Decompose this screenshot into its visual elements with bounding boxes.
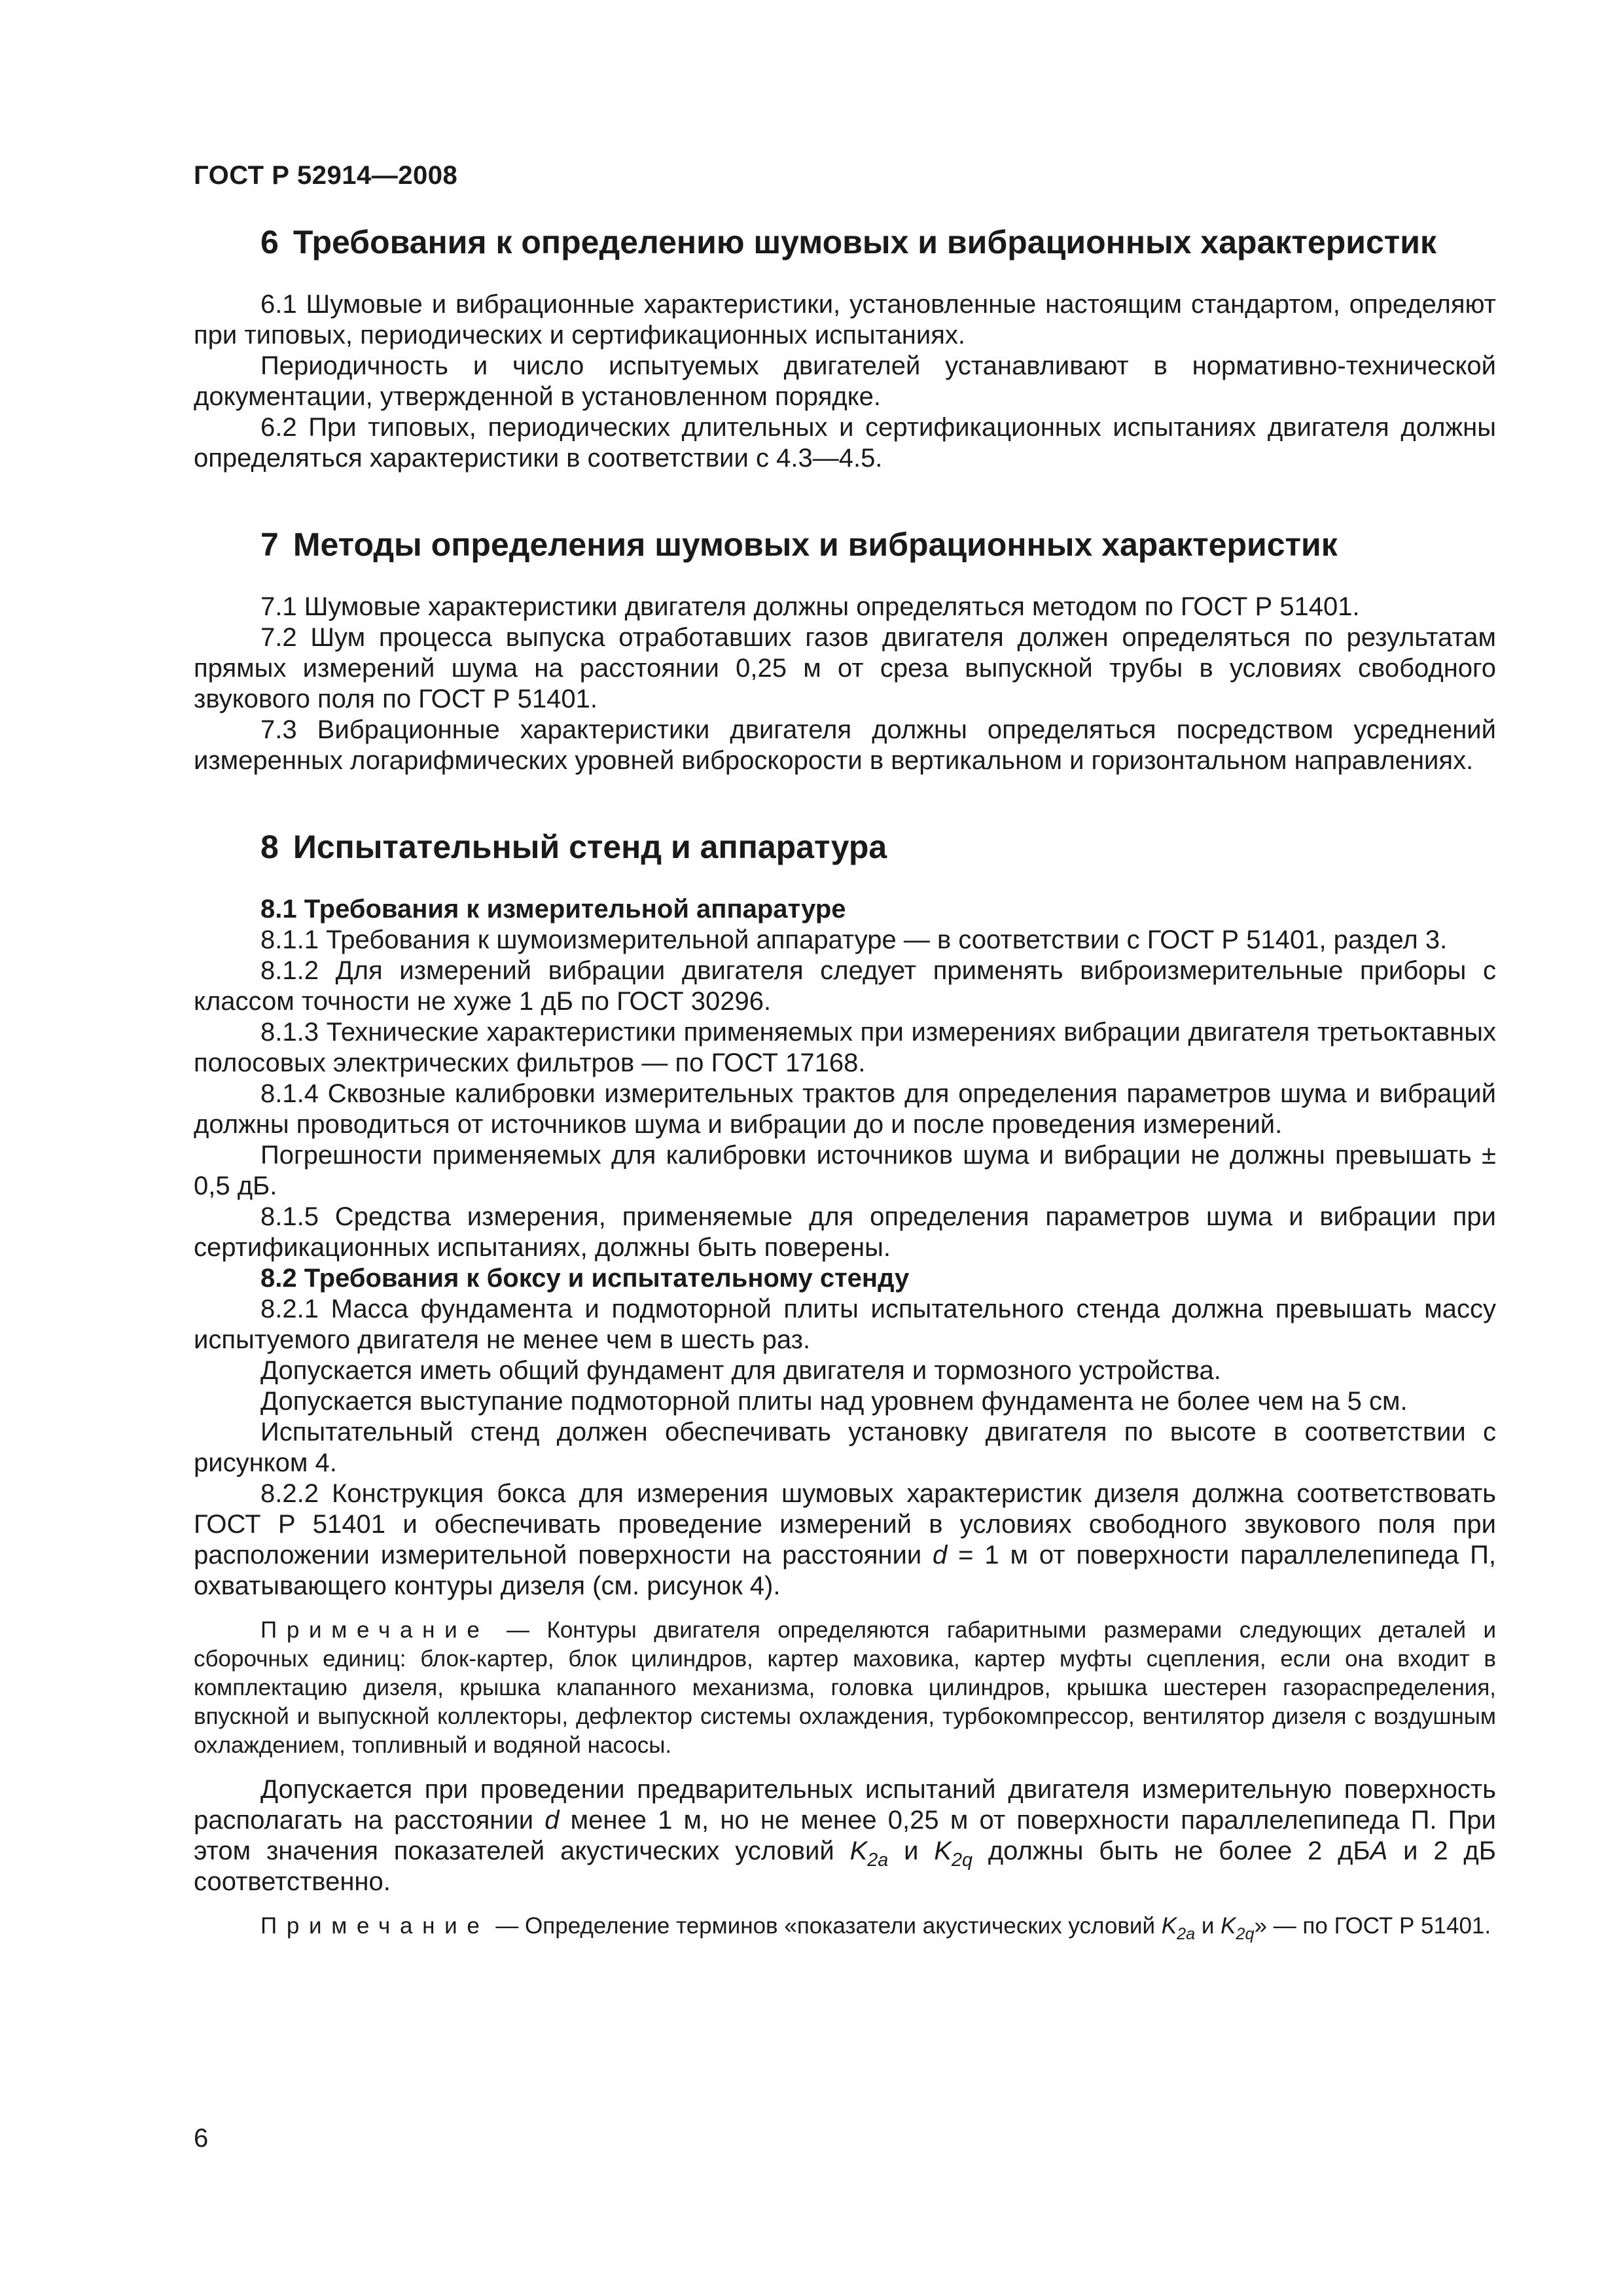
paragraph-8-1-4: 8.1.4 Сквозные калибровки измерительных трактов для определения параметров шума и вибраций должны проводиться от источников шума и вибрации до и после проведения измерений. xyxy=(194,1079,1496,1139)
symbol-k2q: $K_{2q}$ xyxy=(1221,1913,1255,1943)
paragraph-8-1-5: 8.1.5 Средства измерения, применяемые для определения параметров шума и вибрации при сертификационных испытаниях, должны быть поверены. xyxy=(194,1202,1496,1262)
paragraph-8-1-3: 8.1.3 Технические характеристики применяемых при измерениях вибрации двигателя третьоктавных полосовых электрических фильтров — по ГОСТ 17168. xyxy=(194,1018,1496,1077)
section-8-title: Испытательный стенд и аппаратура xyxy=(293,829,887,865)
section-7-heading xyxy=(194,525,1496,564)
section-6-heading xyxy=(194,223,1496,262)
paragraph-7-3: 7.3 Вибрационные характеристики двигателя должны определяться посредством усреднений измеренных логарифмических уровней виброскорости в вертикальном и горизонтальном направлениях. xyxy=(194,715,1496,775)
variable-d: d xyxy=(544,1806,560,1835)
page-content xyxy=(194,223,1496,1941)
paragraph-preliminary-tests: Допускается при проведении предварительных испытаний двигателя измерительную поверхность располагать на расстоянии d менее 1 м, но не менее 0,25 м от поверхности параллелепипеда П. При этом значения показателей акустических условий $K_{2a}$ и $K_{2q}$ должны быть не более 2 дБA и 2 дБ соответственно. xyxy=(194,1775,1496,1896)
subsection-8-2-heading: 8.2 Требования к боксу и испытательному стенду xyxy=(260,1264,910,1293)
section-7-title: Методы определения шумовых и вибрационных характеристик xyxy=(293,526,1338,563)
subsection-8-1-heading: 8.1 Требования к измерительной аппаратуре xyxy=(260,895,846,924)
paragraph-6-2: 6.2 При типовых, периодических длительных и сертификационных испытаниях двигателя должны определяться характеристики в соответствии с 4.3—4.5. xyxy=(194,413,1496,473)
note-engine-contours: Примечание — Контуры двигателя определяются габаритными размерами следующих деталей и сборочных единиц: блок-картер, блок цилиндров, картер маховика, картер муфты сцепления, если она входит в комплектацию дизеля, крышка клапанного механизма, головка цилиндров, крышка шестерен газораспределения, впускной и выпускной коллекторы, дефлектор системы охлаждения, турбокомпрессор, вентилятор дизеля с воздушным охлаждением, топливный и водяной насосы. xyxy=(194,1617,1496,1758)
symbol-k2a: $K_{2a}$ xyxy=(1161,1913,1196,1943)
paragraph-8-1-1: 8.1.1 Требования к шумоизмерительной аппаратуре — в соответствии с ГОСТ Р 51401, раздел 3. xyxy=(260,925,1448,954)
document-id-header: ГОСТ Р 52914—2008 xyxy=(194,161,458,190)
section-6-title: Требования к определению шумовых и вибрационных характеристик xyxy=(293,224,1437,260)
symbol-k2a: $K_{2a}$ xyxy=(849,1837,889,1871)
symbol-k2q: $K_{2q}$ xyxy=(934,1837,973,1871)
paragraph-7-1: 7.1 Шумовые характеристики двигателя должны определяться методом по ГОСТ Р 51401. xyxy=(260,592,1360,621)
section-8-heading xyxy=(194,827,1496,867)
note-label: Примечание xyxy=(260,1913,490,1939)
paragraph-8-2-1: 8.2.1 Масса фундамента и подмоторной плиты испытательного стенда должна превышать массу испытуемого двигателя не менее чем в шесть раз. xyxy=(194,1295,1496,1354)
page-number: 6 xyxy=(194,2124,209,2153)
paragraph-8-2-1-stand-height: Испытательный стенд должен обеспечивать установку двигателя по высоте в соответствии с рисунком 4. xyxy=(194,1418,1496,1477)
variable-d: d xyxy=(933,1541,948,1570)
paragraph-7-2: 7.2 Шум процесса выпуска отработавших газов двигателя должен определяться по результатам прямых измерений шума на расстоянии 0,25 м от среза выпускной трубы в условиях свободного звукового поля по ГОСТ Р 51401. xyxy=(194,623,1496,713)
note-acoustic-terms: Примечание — Определение терминов «показатели акустических условий $K_{2a}$ и $K_{2q}$» — по ГОСТ Р 51401. xyxy=(260,1913,1491,1943)
paragraph-8-2-1-common-foundation: Допускается иметь общий фундамент для двигателя и тормозного устройства. xyxy=(260,1356,1221,1385)
paragraph-8-1-2: 8.1.2 Для измерений вибрации двигателя следует применять виброизмерительные приборы с классом точности не хуже 1 дБ по ГОСТ 30296. xyxy=(194,956,1496,1016)
note-label: Примечание xyxy=(260,1617,490,1643)
paragraph-8-1-4-tolerance: Погрешности применяемых для калибровки источников шума и вибрации не должны превышать ± 0,5 дБ. xyxy=(194,1141,1496,1200)
paragraph-6-1: 6.1 Шумовые и вибрационные характеристики, установленные настоящим стандартом, определяют при типовых, периодических и сертификационных испытаниях. xyxy=(194,290,1496,350)
paragraph-6-1-periodicity: Периодичность и число испытуемых двигателей устанавливают в нормативно-технической документации, утвержденной в установленном порядке. xyxy=(194,351,1496,411)
paragraph-8-2-2: 8.2.2 Конструкция бокса для измерения шумовых характеристик дизеля должна соответствовать ГОСТ Р 51401 и обеспечивать проведение измерений в условиях свободного звукового поля при расположении измерительной поверхности на расстоянии d = 1 м от поверхности параллелепипеда П, охватывающего контуры дизеля (см. рисунок 4). xyxy=(194,1479,1496,1600)
section-7-number: 7 xyxy=(260,526,279,563)
paragraph-8-2-1-plate-protrusion: Допускается выступание подмоторной плиты над уровнем фундамента не более чем на 5 см. xyxy=(260,1387,1408,1416)
unit-a: A xyxy=(1370,1837,1388,1865)
section-8-number: 8 xyxy=(260,829,279,865)
section-6-number: 6 xyxy=(260,224,279,260)
